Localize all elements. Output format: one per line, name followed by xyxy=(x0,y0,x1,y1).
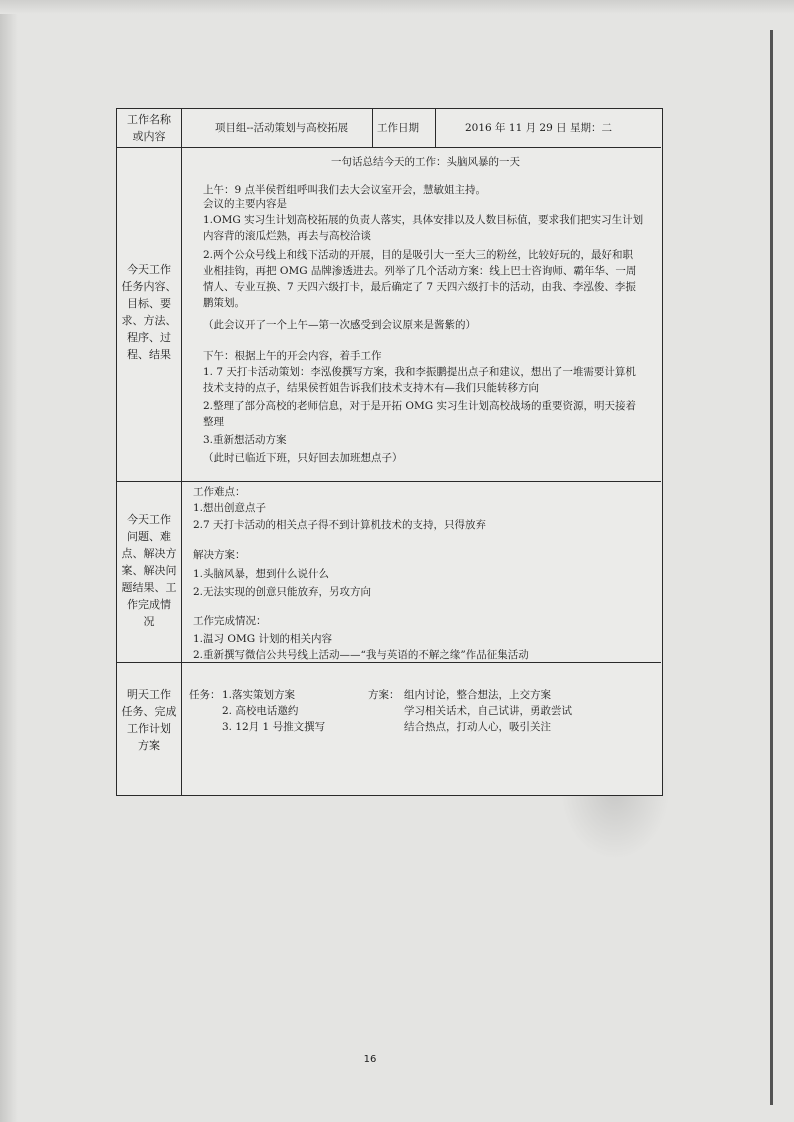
work-name-label: 工作名称 或内容 xyxy=(127,113,171,143)
issues-label: 今天工作 问题、难 点、解决方 案、解决问 题结果、工 作完成情 况 xyxy=(121,513,177,628)
work-date-label: 工作日期 xyxy=(377,122,419,134)
today-line: 1.OMG 实习生计划高校拓展的负责人落实，具体安排以及人数目标值，要求我们把实习生计划 xyxy=(203,214,644,226)
today-line: （此时已临近下班，只好回去加班想点子） xyxy=(203,452,403,464)
today-line: 2.整理了部分高校的老师信息，对于是开拓 OMG 实习生计划高校战场的重要资源，明天接着 xyxy=(203,400,636,412)
completion-item: 1.温习 OMG 计划的相关内容 xyxy=(193,633,332,645)
task-item: 1.落实策划方案 xyxy=(222,689,296,701)
column-divider-date xyxy=(435,109,436,147)
tasks-title: 任务： xyxy=(189,689,221,701)
row-divider-header xyxy=(117,147,661,148)
today-line: 3.重新想活动方案 xyxy=(203,434,287,446)
today-line: 整理 xyxy=(203,416,224,428)
row-divider-issues xyxy=(117,481,661,482)
today-work-label: 今天工作 任务内容、 目标、要 求、方法、 程序、过 程、结果 xyxy=(121,263,177,361)
difficulty-item: 2.7 天打卡活动的相关点子得不到计算机技术的支持，只得放弃 xyxy=(193,519,487,531)
work-log-form xyxy=(116,108,663,796)
scan-shadow-left xyxy=(0,0,18,1122)
solution-item: 2.无法实现的创意只能放弃，另攻方向 xyxy=(193,586,372,598)
solution-item: 1.头脑风暴，想到什么说什么 xyxy=(193,568,330,580)
page-number: 16 xyxy=(363,1054,377,1065)
scan-edge-line xyxy=(770,30,773,1105)
completion-item: 2.重新撰写微信公共号线上活动——“我与英语的不解之缘”作品征集活动 xyxy=(193,649,529,661)
today-line: （此会议开了一个上午—第一次感受到会议原来是酱紫的） xyxy=(203,319,476,331)
difficulty-title: 工作难点： xyxy=(193,486,246,498)
work-name-value: 项目组--活动策划与高校拓展 xyxy=(215,122,349,134)
column-divider-label xyxy=(181,109,182,795)
plan-item: 组内讨论，整合想法，上交方案 xyxy=(404,689,551,701)
today-line: 1. 7 天打卡活动策划：李泓俊撰写方案，我和李振鹏提出点子和建议，想出了一堆需要计算机 xyxy=(203,366,636,378)
today-line: 内容背的滚瓜烂熟，再去与高校洽谈 xyxy=(203,230,371,242)
difficulty-item: 1.想出创意点子 xyxy=(193,502,267,514)
today-line: 鹏策划。 xyxy=(203,297,245,309)
plan-item: 学习相关话术，自己试讲，勇敢尝试 xyxy=(404,705,572,717)
plan-item: 结合热点，打动人心，吸引关注 xyxy=(404,721,551,733)
work-date-value: 2016 年 11 月 29 日 星期：二 xyxy=(465,122,612,134)
column-divider-name xyxy=(372,109,373,147)
scan-shadow-top xyxy=(0,0,794,14)
today-line: 上午：9 点半侯哲组呼叫我们去大会议室开会，慧敏姐主持。 xyxy=(203,184,487,196)
today-line: 会议的主要内容是 xyxy=(203,198,287,210)
plans-title: 方案： xyxy=(368,689,400,701)
today-summary: 一句话总结今天的工作：头脑风暴的一天 xyxy=(331,156,520,168)
solution-title: 解决方案： xyxy=(193,549,246,561)
tomorrow-label: 明天工作 任务、完成 工作计划 方案 xyxy=(121,688,177,752)
task-item: 2. 高校电话邀约 xyxy=(222,705,299,717)
completion-title: 工作完成情况： xyxy=(193,615,267,627)
row-divider-tomorrow xyxy=(117,662,661,663)
today-line: 情人、专业互换、7 天四六级打卡，最后确定了 7 天四六级打卡的活动，由我、李泓俊、李振 xyxy=(203,281,636,293)
today-line: 技术支持的点子，结果侯哲姐告诉我们技术支持木有—我们只能转移方向 xyxy=(203,382,539,394)
task-item: 3. 12月 1 号推文撰写 xyxy=(222,721,326,733)
today-line: 下午：根据上午的开会内容，着手工作 xyxy=(203,350,382,362)
today-line: 业相挂钩，再把 OMG 品牌渗透进去。列举了几个活动方案：线上巴士咨询师、霸年华、一周 xyxy=(203,265,637,277)
today-line: 2.两个公众号线上和线下活动的开展，目的是吸引大一至大三的粉丝，比较好玩的，最好和职 xyxy=(203,249,634,261)
